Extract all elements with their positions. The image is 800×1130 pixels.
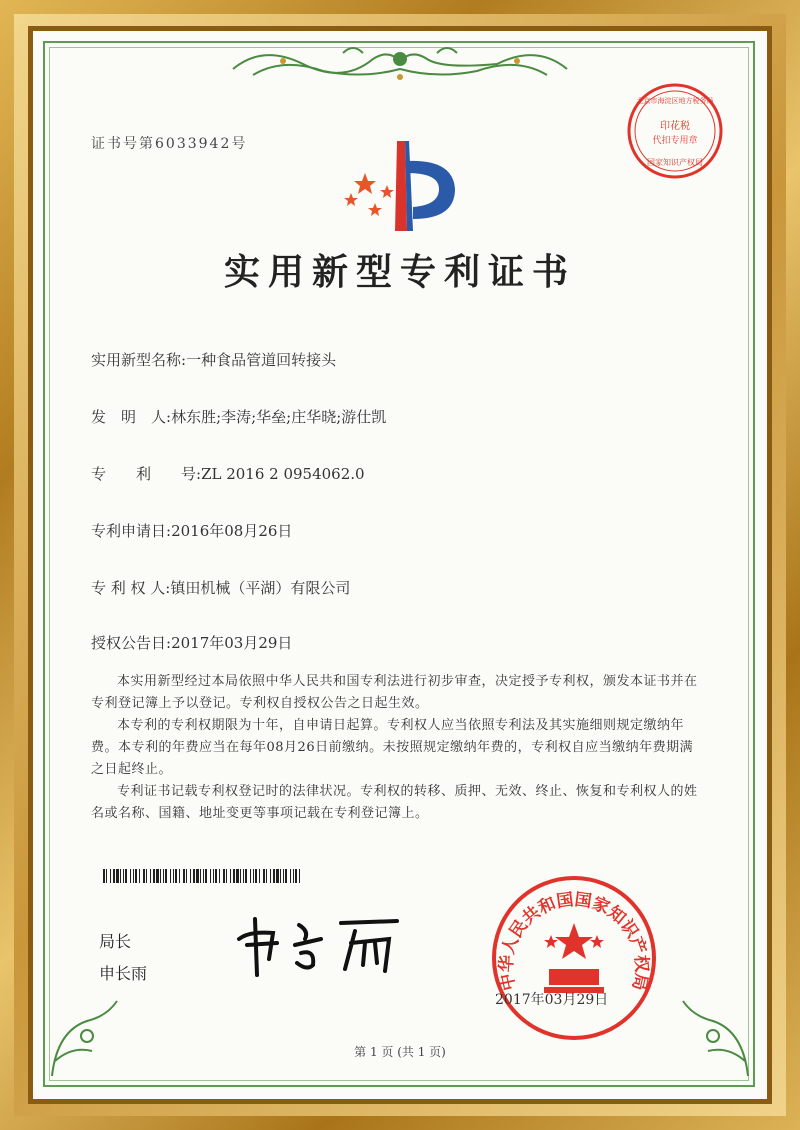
barcode-bar: [190, 869, 191, 883]
barcode-bar: [240, 869, 241, 883]
barcode-bar: [299, 869, 300, 883]
barcode-bar: [215, 869, 217, 883]
barcode-bar: [165, 869, 167, 883]
barcode-bar: [139, 869, 140, 883]
field-value: 2016年08月26日: [171, 522, 293, 540]
barcode-bar: [125, 869, 127, 883]
barcode-bar: [255, 869, 257, 883]
barcode-bar: [280, 869, 281, 883]
barcode-bar: [116, 869, 119, 883]
cnipa-logo-icon: [335, 131, 465, 241]
top-ornament: [223, 39, 577, 89]
field-label: 专 利 号:: [91, 465, 202, 483]
barcode-bar: [253, 869, 254, 883]
barcode-bar: [213, 869, 214, 883]
barcode-bar: [243, 869, 244, 883]
tax-stamp-bottom: 国家知识产权局: [647, 158, 703, 167]
barcode-bar: [120, 869, 121, 883]
field-patentee: [91, 577, 350, 598]
barcode-bar: [113, 869, 115, 883]
field-label: 实用新型名称:: [91, 351, 187, 369]
field-value: 镇田机械（平湖）有限公司: [170, 579, 351, 597]
barcode-bar: [210, 869, 211, 883]
certificate-body: [91, 671, 703, 825]
barcode-bar: [245, 869, 247, 883]
field-value: 林东胜;李涛;华垒;庄华晓;游仕凯: [171, 408, 387, 426]
body-paragraph: 本专利的专利权期限为十年，自申请日起算。专利权人应当依照专利法及其实施细则规定缴纳年费。本专利的年费应当在每年08月26日前缴纳。未按照规定缴纳年费的，专利权自应当缴纳年费期满之日起终止。: [91, 718, 694, 777]
barcode-bar: [290, 869, 291, 883]
barcode-bar: [186, 869, 187, 883]
barcode-bar: [276, 869, 279, 883]
barcode-bar: [106, 869, 107, 883]
barcode-bar: [170, 869, 171, 883]
barcode-bar: [205, 869, 207, 883]
barcode-bar: [143, 869, 145, 883]
barcode-bar: [293, 869, 294, 883]
field-application-date: [91, 520, 292, 541]
field-inventors: [91, 406, 386, 427]
tax-stamp-seal: [625, 81, 725, 181]
barcode-bar: [200, 869, 201, 883]
barcode-bar: [236, 869, 239, 883]
barcode-bar: [183, 869, 185, 883]
certificate-title: 实用新型专利证书: [223, 251, 576, 293]
page-number: 第 1 页 (共 1 页): [354, 1045, 446, 1059]
corner-ornament-bottom-left: [47, 991, 127, 1081]
barcode-bar: [273, 869, 275, 883]
seal-text: 中华人民共和国国家知识产权局: [496, 889, 652, 993]
barcode-bar: [146, 869, 147, 883]
corner-ornament-bottom-right: [673, 991, 753, 1081]
barcode-bar: [270, 869, 271, 883]
barcode-bar: [153, 869, 155, 883]
field-value: ZL 2016 2 0954062.0: [201, 465, 365, 483]
tax-stamp-outer: 北京市海淀区地方税务局: [636, 97, 714, 105]
field-label: 专 利 权 人:: [91, 579, 171, 597]
official-seal: [489, 873, 659, 1043]
field-label: 发 明 人:: [91, 408, 172, 426]
tax-stamp-middle: 印花税: [660, 121, 690, 132]
body-paragraph: 专利证书记载专利权登记时的法律状况。专利权的转移、质押、无效、终止、恢复和专利权人的姓名或名称、国籍、地址变更等事项记载在专利登记簿上。: [91, 784, 698, 821]
barcode-bar: [203, 869, 204, 883]
barcode-bar: [160, 869, 161, 883]
barcode-bar: [233, 869, 235, 883]
field-value: 一种食品管道回转接头: [186, 351, 337, 369]
certificate-paper: [33, 31, 767, 1099]
director-title: 局长: [99, 932, 132, 951]
barcode-bar: [173, 869, 174, 883]
director-name: 申长雨: [99, 964, 148, 983]
barcode-bar: [150, 869, 151, 883]
field-grant-date: [91, 632, 292, 653]
barcode-bar: [230, 869, 231, 883]
barcode-bar: [103, 869, 105, 883]
barcode-bar: [295, 869, 297, 883]
barcode-bar: [250, 869, 251, 883]
barcode-bar: [226, 869, 227, 883]
certificate-number: 证书号第6033942号: [91, 136, 248, 152]
barcode: [103, 869, 303, 883]
barcode-bar: [266, 869, 267, 883]
barcode-bar: [123, 869, 124, 883]
tax-stamp-inner: 代扣专用章: [652, 136, 698, 146]
field-value: 2017年03月29日: [171, 634, 293, 652]
barcode-bar: [263, 869, 265, 883]
barcode-bar: [259, 869, 260, 883]
barcode-bar: [175, 869, 177, 883]
barcode-bar: [179, 869, 180, 883]
barcode-bar: [130, 869, 131, 883]
barcode-bar: [110, 869, 111, 883]
barcode-bar: [283, 869, 284, 883]
barcode-bar: [285, 869, 287, 883]
barcode-bar: [219, 869, 220, 883]
barcode-bar: [196, 869, 199, 883]
issue-date: 2017年03月29日: [495, 992, 609, 1008]
barcode-bar: [163, 869, 164, 883]
barcode-bar: [133, 869, 134, 883]
barcode-bar: [156, 869, 159, 883]
barcode-bar: [223, 869, 225, 883]
field-label: 专利申请日:: [91, 522, 172, 540]
body-paragraph: 本实用新型经过本局依照中华人民共和国专利法进行初步审查，决定授予专利权，颁发本证书并在专利登记簿上予以登记。专利权自授权公告之日起生效。: [91, 674, 698, 711]
director-signature: [229, 909, 409, 979]
barcode-bar: [135, 869, 137, 883]
field-patent-number: [91, 463, 365, 484]
field-label: 授权公告日:: [91, 634, 172, 652]
field-utility-name: [91, 349, 336, 370]
barcode-bar: [193, 869, 195, 883]
